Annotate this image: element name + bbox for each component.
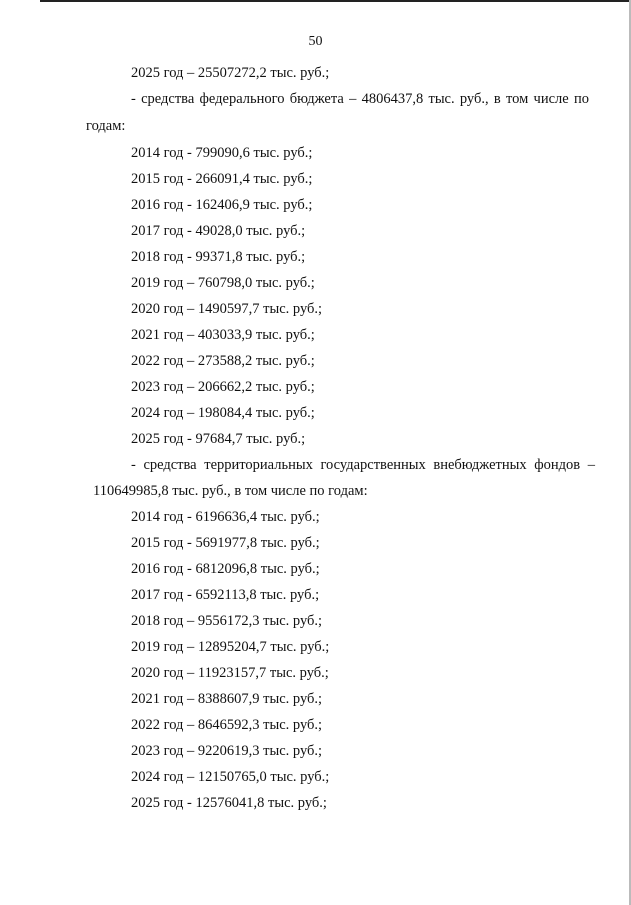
- territorial-2020: 2020 год – 11923157,7 тыс. руб.;: [131, 665, 329, 681]
- federal-2020: 2020 год – 1490597,7 тыс. руб.;: [131, 301, 323, 317]
- territorial-2015: 2015 год - 5691977,8 тыс. руб.;: [131, 535, 320, 551]
- text-line: 2025 год – 25507272,2 тыс. руб.;: [131, 65, 330, 81]
- federal-budget-paragraph: - средства федерального бюджета – 4806437,8 тыс. руб., в том числе по: [131, 91, 589, 107]
- territorial-2021: 2021 год – 8388607,9 тыс. руб.;: [131, 691, 323, 707]
- territorial-2019: 2019 год – 12895204,7 тыс. руб.;: [131, 639, 330, 655]
- territorial-2018: 2018 год – 9556172,3 тыс. руб.;: [131, 613, 323, 629]
- federal-2025: 2025 год - 97684,7 тыс. руб.;: [131, 431, 306, 447]
- territorial-2014: 2014 год - 6196636,4 тыс. руб.;: [131, 509, 320, 525]
- federal-2023: 2023 год – 206662,2 тыс. руб.;: [131, 379, 315, 395]
- federal-2017: 2017 год - 49028,0 тыс. руб.;: [131, 223, 306, 239]
- federal-2024: 2024 год – 198084,4 тыс. руб.;: [131, 405, 315, 421]
- territorial-2025: 2025 год - 12576041,8 тыс. руб.;: [131, 795, 327, 811]
- federal-2019: 2019 год – 760798,0 тыс. руб.;: [131, 275, 315, 291]
- scan-edge-top: [40, 0, 631, 2]
- territorial-2017: 2017 год - 6592113,8 тыс. руб.;: [131, 587, 320, 603]
- federal-2014: 2014 год - 799090,6 тыс. руб.;: [131, 145, 313, 161]
- federal-2021: 2021 год – 403033,9 тыс. руб.;: [131, 327, 315, 343]
- federal-2022: 2022 год – 273588,2 тыс. руб.;: [131, 353, 315, 369]
- territorial-2022: 2022 год – 8646592,3 тыс. руб.;: [131, 717, 323, 733]
- territorial-funds-paragraph: - средства территориальных государственных внебюджетных фондов –: [131, 457, 595, 473]
- territorial-2023: 2023 год – 9220619,3 тыс. руб.;: [131, 743, 323, 759]
- territorial-funds-paragraph-cont: 110649985,8 тыс. руб., в том числе по годам:: [93, 483, 368, 499]
- page-number: 50: [308, 34, 323, 49]
- federal-2015: 2015 год - 266091,4 тыс. руб.;: [131, 171, 313, 187]
- federal-budget-paragraph-cont: годам:: [86, 118, 126, 134]
- territorial-2016: 2016 год - 6812096,8 тыс. руб.;: [131, 561, 320, 577]
- federal-2016: 2016 год - 162406,9 тыс. руб.;: [131, 197, 313, 213]
- federal-2018: 2018 год - 99371,8 тыс. руб.;: [131, 249, 306, 265]
- territorial-2024: 2024 год – 12150765,0 тыс. руб.;: [131, 769, 330, 785]
